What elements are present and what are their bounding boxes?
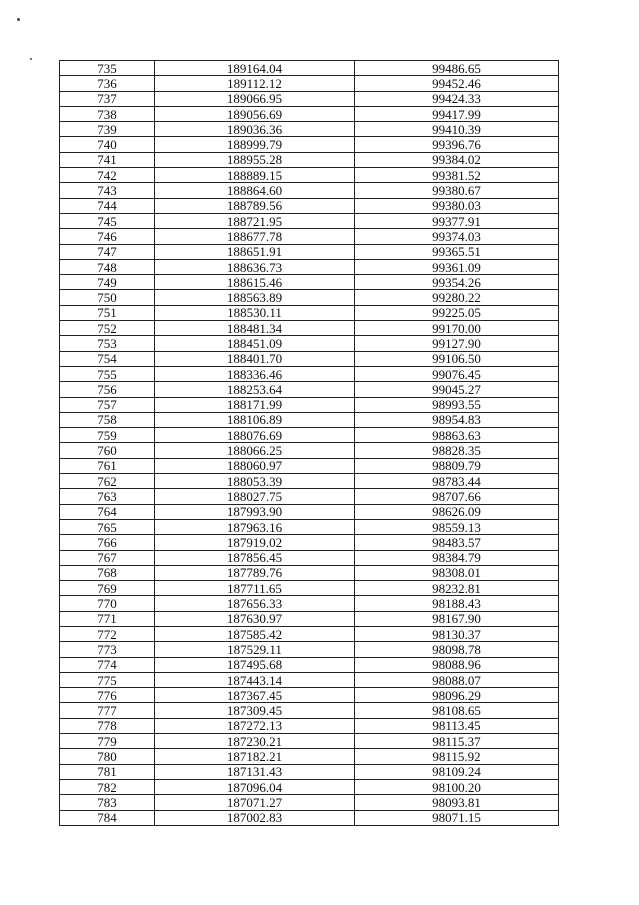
point-number-cell: 764 <box>60 504 155 519</box>
y-coordinate-cell: 98232.81 <box>355 581 559 596</box>
y-coordinate-cell: 98088.96 <box>355 657 559 672</box>
table-row <box>60 183 559 198</box>
table-row <box>60 535 559 550</box>
point-number-cell: 773 <box>60 642 155 657</box>
y-coordinate-cell: 98130.37 <box>355 626 559 641</box>
point-number-cell: 771 <box>60 611 155 626</box>
y-coordinate-cell: 98096.29 <box>355 688 559 703</box>
point-number-cell: 762 <box>60 474 155 489</box>
x-coordinate-cell: 187367.45 <box>155 688 355 703</box>
point-number-cell: 742 <box>60 168 155 183</box>
point-number-cell: 781 <box>60 764 155 779</box>
y-coordinate-cell: 98783.44 <box>355 474 559 489</box>
x-coordinate-cell: 187789.76 <box>155 565 355 580</box>
x-coordinate-cell: 188027.75 <box>155 489 355 504</box>
table-row <box>60 504 559 519</box>
y-coordinate-cell: 98088.07 <box>355 672 559 687</box>
y-coordinate-cell: 99365.51 <box>355 244 559 259</box>
table-row <box>60 259 559 274</box>
y-coordinate-cell: 98483.57 <box>355 535 559 550</box>
x-coordinate-cell: 188060.97 <box>155 458 355 473</box>
table-row <box>60 657 559 672</box>
x-coordinate-cell: 187585.42 <box>155 626 355 641</box>
y-coordinate-cell: 99381.52 <box>355 168 559 183</box>
x-coordinate-cell: 188076.69 <box>155 428 355 443</box>
point-number-cell: 756 <box>60 382 155 397</box>
x-coordinate-cell: 188171.99 <box>155 397 355 412</box>
x-coordinate-cell: 188401.70 <box>155 351 355 366</box>
table-row <box>60 137 559 152</box>
table-row <box>60 810 559 825</box>
x-coordinate-cell: 188999.79 <box>155 137 355 152</box>
point-number-cell: 737 <box>60 91 155 106</box>
x-coordinate-cell: 188677.78 <box>155 229 355 244</box>
point-number-cell: 780 <box>60 749 155 764</box>
point-number-cell: 753 <box>60 336 155 351</box>
table-row <box>60 351 559 366</box>
table-row <box>60 642 559 657</box>
x-coordinate-cell: 188481.34 <box>155 321 355 336</box>
point-number-cell: 766 <box>60 535 155 550</box>
table-row <box>60 749 559 764</box>
x-coordinate-cell: 187071.27 <box>155 795 355 810</box>
table-row <box>60 550 559 565</box>
x-coordinate-cell: 188106.89 <box>155 412 355 427</box>
table-row <box>60 305 559 320</box>
point-number-cell: 774 <box>60 657 155 672</box>
y-coordinate-cell: 99127.90 <box>355 336 559 351</box>
point-number-cell: 761 <box>60 458 155 473</box>
y-coordinate-cell: 98863.63 <box>355 428 559 443</box>
table-row <box>60 152 559 167</box>
y-coordinate-cell: 98707.66 <box>355 489 559 504</box>
point-number-cell: 763 <box>60 489 155 504</box>
point-number-cell: 748 <box>60 259 155 274</box>
y-coordinate-cell: 98115.92 <box>355 749 559 764</box>
table-row <box>60 443 559 458</box>
x-coordinate-cell: 188721.95 <box>155 213 355 228</box>
y-coordinate-cell: 99452.46 <box>355 76 559 91</box>
table-row <box>60 168 559 183</box>
point-number-cell: 767 <box>60 550 155 565</box>
x-coordinate-cell: 188615.46 <box>155 275 355 290</box>
point-number-cell: 776 <box>60 688 155 703</box>
table-row <box>60 764 559 779</box>
x-coordinate-cell: 188889.15 <box>155 168 355 183</box>
table-row <box>60 626 559 641</box>
table-row <box>60 489 559 504</box>
point-number-cell: 777 <box>60 703 155 718</box>
table-row <box>60 428 559 443</box>
table-row <box>60 474 559 489</box>
x-coordinate-cell: 188955.28 <box>155 152 355 167</box>
scan-speck <box>30 58 32 60</box>
y-coordinate-cell: 98993.55 <box>355 397 559 412</box>
table-row <box>60 596 559 611</box>
x-coordinate-cell: 187919.02 <box>155 535 355 550</box>
x-coordinate-cell: 187711.65 <box>155 581 355 596</box>
point-number-cell: 778 <box>60 718 155 733</box>
point-number-cell: 754 <box>60 351 155 366</box>
point-number-cell: 751 <box>60 305 155 320</box>
y-coordinate-cell: 98384.79 <box>355 550 559 565</box>
x-coordinate-cell: 189066.95 <box>155 91 355 106</box>
point-number-cell: 749 <box>60 275 155 290</box>
y-coordinate-cell: 98108.65 <box>355 703 559 718</box>
x-coordinate-cell: 187856.45 <box>155 550 355 565</box>
table-row <box>60 611 559 626</box>
point-number-cell: 782 <box>60 779 155 794</box>
table-row <box>60 672 559 687</box>
point-number-cell: 745 <box>60 213 155 228</box>
y-coordinate-cell: 99380.67 <box>355 183 559 198</box>
y-coordinate-cell: 99417.99 <box>355 106 559 121</box>
y-coordinate-cell: 98109.24 <box>355 764 559 779</box>
table-row <box>60 122 559 137</box>
y-coordinate-cell: 99486.65 <box>355 61 559 76</box>
x-coordinate-cell: 187495.68 <box>155 657 355 672</box>
table-row <box>60 458 559 473</box>
x-coordinate-cell: 189112.12 <box>155 76 355 91</box>
point-number-cell: 770 <box>60 596 155 611</box>
table-row <box>60 734 559 749</box>
y-coordinate-cell: 99377.91 <box>355 213 559 228</box>
y-coordinate-cell: 99396.76 <box>355 137 559 152</box>
y-coordinate-cell: 99424.33 <box>355 91 559 106</box>
point-number-cell: 740 <box>60 137 155 152</box>
x-coordinate-cell: 187529.11 <box>155 642 355 657</box>
y-coordinate-cell: 98626.09 <box>355 504 559 519</box>
x-coordinate-cell: 189036.36 <box>155 122 355 137</box>
table-row <box>60 290 559 305</box>
point-number-cell: 772 <box>60 626 155 641</box>
x-coordinate-cell: 187002.83 <box>155 810 355 825</box>
x-coordinate-cell: 188053.39 <box>155 474 355 489</box>
y-coordinate-cell: 99361.09 <box>355 259 559 274</box>
x-coordinate-cell: 187630.97 <box>155 611 355 626</box>
x-coordinate-cell: 188066.25 <box>155 443 355 458</box>
point-number-cell: 747 <box>60 244 155 259</box>
x-coordinate-cell: 187309.45 <box>155 703 355 718</box>
coordinates-table <box>59 60 559 826</box>
x-coordinate-cell: 188789.56 <box>155 198 355 213</box>
point-number-cell: 758 <box>60 412 155 427</box>
point-number-cell: 769 <box>60 581 155 596</box>
y-coordinate-cell: 98308.01 <box>355 565 559 580</box>
table-row <box>60 397 559 412</box>
x-coordinate-cell: 187993.90 <box>155 504 355 519</box>
point-number-cell: 755 <box>60 366 155 381</box>
y-coordinate-cell: 98115.37 <box>355 734 559 749</box>
point-number-cell: 739 <box>60 122 155 137</box>
point-number-cell: 760 <box>60 443 155 458</box>
x-coordinate-cell: 187443.14 <box>155 672 355 687</box>
x-coordinate-cell: 188530.11 <box>155 305 355 320</box>
table-row <box>60 76 559 91</box>
table-row <box>60 229 559 244</box>
table-row <box>60 519 559 534</box>
y-coordinate-cell: 99045.27 <box>355 382 559 397</box>
table-row <box>60 718 559 733</box>
y-coordinate-cell: 98113.45 <box>355 718 559 733</box>
y-coordinate-cell: 98167.90 <box>355 611 559 626</box>
table-row <box>60 61 559 76</box>
y-coordinate-cell: 99380.03 <box>355 198 559 213</box>
table-row <box>60 336 559 351</box>
x-coordinate-cell: 187182.21 <box>155 749 355 764</box>
table-row <box>60 198 559 213</box>
x-coordinate-cell: 188636.73 <box>155 259 355 274</box>
y-coordinate-cell: 99374.03 <box>355 229 559 244</box>
x-coordinate-cell: 187096.04 <box>155 779 355 794</box>
table-row <box>60 779 559 794</box>
y-coordinate-cell: 99106.50 <box>355 351 559 366</box>
y-coordinate-cell: 99280.22 <box>355 290 559 305</box>
point-number-cell: 738 <box>60 106 155 121</box>
table-row <box>60 382 559 397</box>
point-number-cell: 750 <box>60 290 155 305</box>
table-row <box>60 366 559 381</box>
x-coordinate-cell: 187272.13 <box>155 718 355 733</box>
table-row <box>60 412 559 427</box>
y-coordinate-cell: 98809.79 <box>355 458 559 473</box>
y-coordinate-cell: 99225.05 <box>355 305 559 320</box>
point-number-cell: 735 <box>60 61 155 76</box>
table-row <box>60 321 559 336</box>
table-row <box>60 244 559 259</box>
y-coordinate-cell: 98093.81 <box>355 795 559 810</box>
x-coordinate-cell: 187131.43 <box>155 764 355 779</box>
point-number-cell: 768 <box>60 565 155 580</box>
point-number-cell: 736 <box>60 76 155 91</box>
point-number-cell: 757 <box>60 397 155 412</box>
x-coordinate-cell: 187656.33 <box>155 596 355 611</box>
x-coordinate-cell: 187230.21 <box>155 734 355 749</box>
y-coordinate-cell: 99076.45 <box>355 366 559 381</box>
y-coordinate-cell: 98100.20 <box>355 779 559 794</box>
x-coordinate-cell: 188451.09 <box>155 336 355 351</box>
x-coordinate-cell: 188563.89 <box>155 290 355 305</box>
table-row <box>60 581 559 596</box>
y-coordinate-cell: 99410.39 <box>355 122 559 137</box>
table-row <box>60 688 559 703</box>
y-coordinate-cell: 98559.13 <box>355 519 559 534</box>
table-row <box>60 213 559 228</box>
scan-speck <box>17 18 20 21</box>
point-number-cell: 783 <box>60 795 155 810</box>
point-number-cell: 752 <box>60 321 155 336</box>
point-number-cell: 746 <box>60 229 155 244</box>
point-number-cell: 779 <box>60 734 155 749</box>
y-coordinate-cell: 98098.78 <box>355 642 559 657</box>
y-coordinate-cell: 98188.43 <box>355 596 559 611</box>
table-body <box>60 61 559 826</box>
y-coordinate-cell: 98071.15 <box>355 810 559 825</box>
table-row <box>60 795 559 810</box>
point-number-cell: 741 <box>60 152 155 167</box>
table-row <box>60 703 559 718</box>
table-row <box>60 106 559 121</box>
y-coordinate-cell: 98954.83 <box>355 412 559 427</box>
x-coordinate-cell: 188253.64 <box>155 382 355 397</box>
x-coordinate-cell: 189164.04 <box>155 61 355 76</box>
table-row <box>60 275 559 290</box>
y-coordinate-cell: 98828.35 <box>355 443 559 458</box>
x-coordinate-cell: 187963.16 <box>155 519 355 534</box>
x-coordinate-cell: 188864.60 <box>155 183 355 198</box>
x-coordinate-cell: 188651.91 <box>155 244 355 259</box>
y-coordinate-cell: 99384.02 <box>355 152 559 167</box>
point-number-cell: 775 <box>60 672 155 687</box>
y-coordinate-cell: 99354.26 <box>355 275 559 290</box>
point-number-cell: 744 <box>60 198 155 213</box>
table-row <box>60 565 559 580</box>
x-coordinate-cell: 188336.46 <box>155 366 355 381</box>
point-number-cell: 743 <box>60 183 155 198</box>
point-number-cell: 759 <box>60 428 155 443</box>
x-coordinate-cell: 189056.69 <box>155 106 355 121</box>
table-row <box>60 91 559 106</box>
y-coordinate-cell: 99170.00 <box>355 321 559 336</box>
point-number-cell: 784 <box>60 810 155 825</box>
point-number-cell: 765 <box>60 519 155 534</box>
